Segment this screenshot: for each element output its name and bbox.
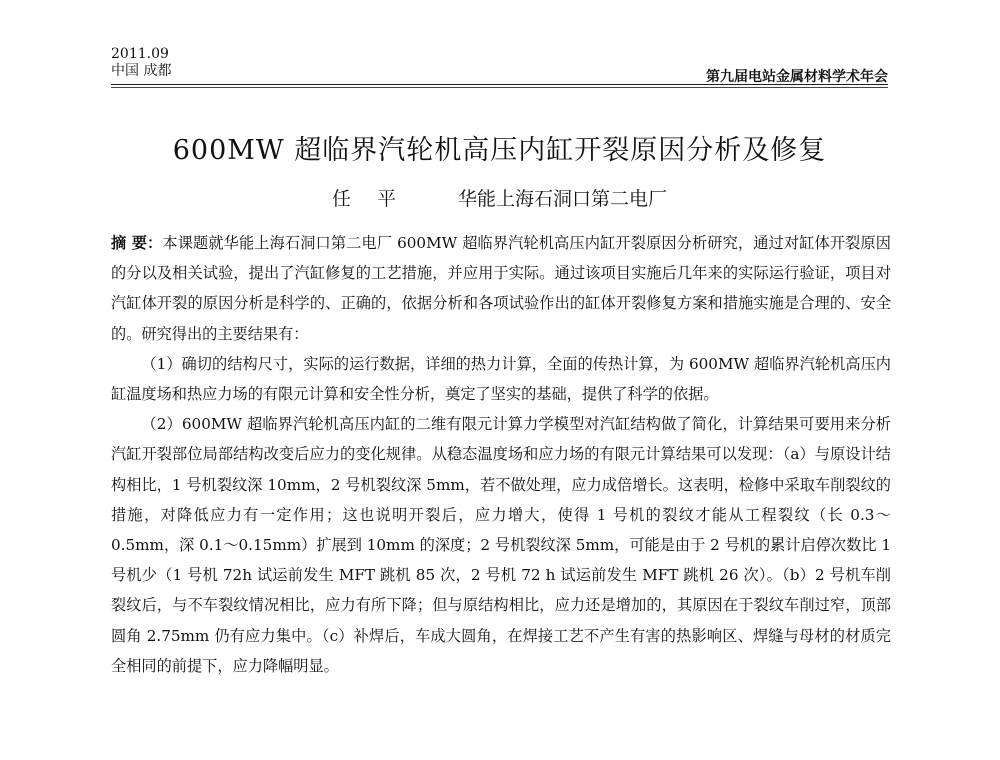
author-affiliation: 华能上海石洞口第二电厂 [458, 188, 668, 210]
author-line [111, 184, 888, 211]
abstract-intro [111, 228, 891, 349]
abstract-point-1: （1）确切的结构尺寸，实际的运行数据，详细的热力计算，全面的传热计算，为 600MW 超临界汽轮机高压内缸温度场和热应力场的有限元计算和安全性分析，奠定了坚实的基础，提供了科学的依据。 [111, 354, 891, 404]
abstract-intro-text: 本课题就华能上海石洞口第二电厂 600MW 超临界汽轮机高压内缸开裂原因分析研究，通过对缸体开裂原因的分以及相关试验，提出了汽缸修复的工艺措施，并应用于实际。通过该项目实施后几年来的实际运行验证，项目对汽缸体开裂的原因分析是科学的、正确的，依据分析和各项试验作出的缸体开裂修复方案和措施实施是合理的、安全的。研究得出的主要结果有： [111, 234, 891, 343]
paper-title: 600MW 超临界汽轮机高压内缸开裂原因分析及修复 [172, 135, 827, 166]
header-location: 中国 成都 [111, 63, 172, 79]
header-conference: 第九届电站金属材料学术年会 [706, 69, 888, 85]
header-divider [111, 84, 888, 85]
abstract-point-2: （2）600MW 超临界汽轮机高压内缸的二维有限元计算力学模型对汽缸结构做了简化，计算结果可要用来分析汽缸开裂部位局部结构改变后应力的变化规律。从稳态温度场和应力场的有限元计算结果可以发现：（a）与原设计结构相比，1 号机裂纹深 10mm，2 号机裂纹深 5mm，若不做处理，应力成倍增长。这表明，检修中采取车削裂纹的措施，对降低应力有一定作用；这也说明开裂后，应力增大，使得 1 号机的裂纹才能从工程裂纹（长 0.3～0.5mm，深 0.1～0.15mm）扩展到 10mm 的深度；2 号机裂纹深 5mm，可能是由于 2 号机的累计启停次数比 1 号机少（1 号机 72h 试运前发生 MFT 跳机 85 次，2 号机 72 h 试运前发生 MFT 跳机 26 次）。（b）2 号机车削裂纹后，与不车裂纹情况相比，应力有所下降；但与原结构相比，应力还是增加的，其原因在于裂纹车削过窄，顶部圆角 2.75mm 仍有应力集中。（c）补焊后，车成大圆角，在焊接工艺不产生有害的热影响区、焊缝与母材的材质完全相同的前提下，应力降幅明显。 [111, 415, 891, 675]
author-name: 任 平 [331, 188, 396, 210]
header-left [111, 46, 171, 80]
header-divider-thin [111, 87, 888, 88]
abstract-label: 摘 要： [111, 234, 163, 252]
header-date: 2011.09 [111, 46, 169, 62]
abstract [111, 228, 891, 681]
